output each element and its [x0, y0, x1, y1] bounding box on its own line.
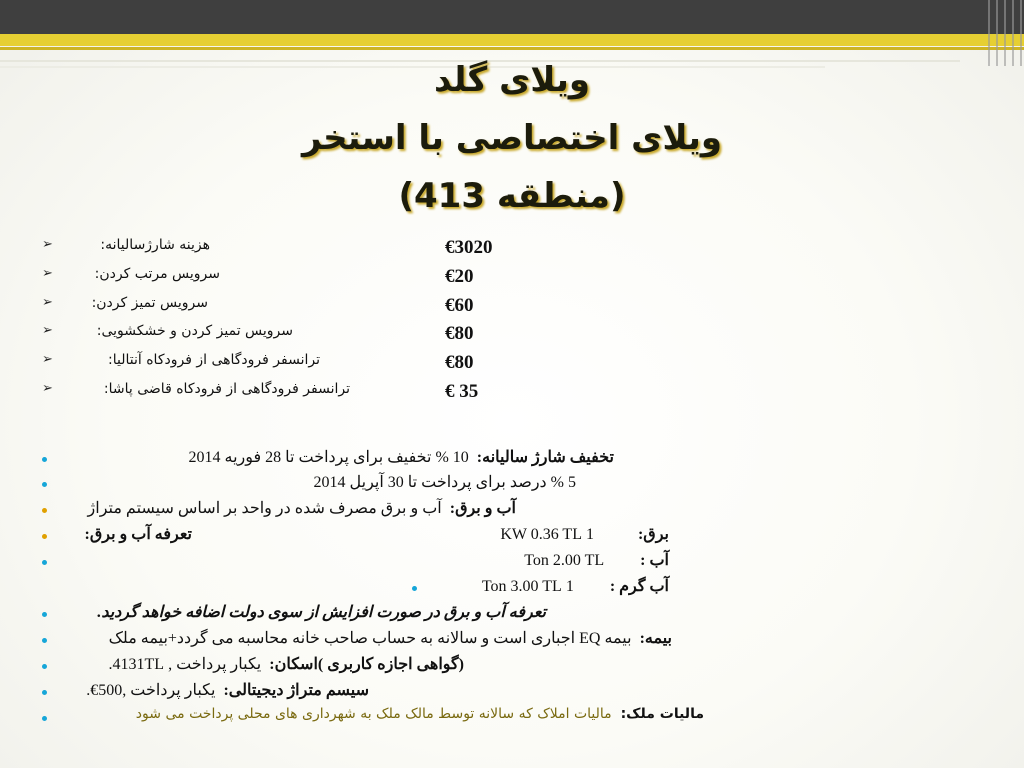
fee-row — [0, 237, 300, 265]
fee-price: €3020 — [445, 237, 493, 258]
fee-price: €60 — [445, 295, 474, 316]
bullet-dot-icon — [42, 482, 47, 487]
slide-title-line3: (منطقه 413) — [398, 176, 626, 216]
fee-row — [0, 352, 320, 380]
bullet-dot-icon — [42, 664, 47, 669]
bullet-dot-icon — [42, 534, 47, 539]
gold-stripe — [0, 34, 1024, 46]
slide-title-line1: ویلای گلد — [433, 60, 590, 100]
bullet-dot-icon — [42, 638, 47, 643]
slide-title-line2: ویلای اختصاصی با استخر — [301, 118, 723, 158]
arrow-bullet-icon: ➢ — [42, 352, 53, 367]
water-tariff: آب : Ton 2.00 TL — [524, 552, 669, 569]
gold-stripe-thin — [0, 47, 1024, 50]
arrow-bullet-icon: ➢ — [42, 237, 53, 252]
digital-meter-line: سیسم متراژ دیجیتالی: یکبار پرداخت ,500€. — [86, 682, 369, 699]
fee-row — [0, 323, 300, 351]
fee-price: €80 — [445, 323, 474, 344]
fee-label: هزینه شارژسالیانه: — [100, 237, 210, 253]
bullet-dot-icon — [42, 457, 47, 462]
fee-label: سرویس مرتب کردن: — [94, 266, 220, 282]
fee-price: €80 — [445, 352, 474, 373]
bullet-dot-icon — [42, 690, 47, 695]
fee-row — [0, 295, 300, 323]
insurance-line: بیمه: بیمه EQ اجباری است و سالانه به حساب صاحب خانه محاسبه می گردد+بیمه ملک — [108, 630, 672, 647]
property-tax-line: مالیات ملک: مالیات املاک که سالانه توسط مالک ملک به شهرداری های محلی پرداخت می شود — [135, 706, 704, 722]
electricity-tariff: برق: 1 KW 0.36 TL — [500, 526, 669, 543]
bullet-dot-icon — [42, 560, 47, 565]
discount-line-2: 5 % درصد برای پرداخت تا 30 آپریل 2014 — [313, 474, 576, 491]
arrow-bullet-icon: ➢ — [42, 381, 53, 396]
bullet-dot-icon — [412, 586, 417, 591]
fee-row — [0, 381, 350, 409]
fee-label: ترانسفر فرودگاهی از فرودکاه قاضی پاشا: — [103, 381, 350, 397]
arrow-bullet-icon: ➢ — [42, 295, 53, 310]
arrow-bullet-icon: ➢ — [42, 323, 53, 338]
tariff-heading: تعرفه آب و برق: — [84, 526, 192, 543]
hot-water-tariff: آب گرم : 1 Ton 3.00 TL — [481, 578, 669, 595]
top-bar — [0, 0, 1024, 34]
bullet-dot-icon — [42, 612, 47, 617]
iskan-line: (گواهی اجازه کاربری )اسکان: یکبار پرداخت , 4131TL. — [108, 656, 464, 673]
fee-row — [0, 266, 300, 294]
fee-label: سرویس تمیز کردن: — [91, 295, 208, 311]
fee-price: €20 — [445, 266, 474, 287]
bullet-dot-icon — [42, 716, 47, 721]
fee-label: سرویس تمیز کردن و خشکشویی: — [96, 323, 293, 339]
fee-label: ترانسفر فرودگاهی از فرودکاه آنتالیا: — [108, 352, 320, 368]
discount-line-1: تخفیف شارژ سالیانه: 10 % تخفیف برای پرداخت تا 28 فوریه 2014 — [188, 449, 614, 466]
bullet-dot-icon — [42, 508, 47, 513]
utilities-line: آب و برق: آب و برق مصرف شده در واحد بر اساس سیستم متراژ — [87, 500, 516, 517]
arrow-bullet-icon: ➢ — [42, 266, 53, 281]
decorative-vertical-lines — [982, 0, 1024, 66]
tariff-increase-note: تعرفه آب و برق در صورت افزایش از سوی دولت اضافه خواهد گردید. — [97, 604, 546, 621]
fee-price: € 35 — [445, 381, 479, 402]
